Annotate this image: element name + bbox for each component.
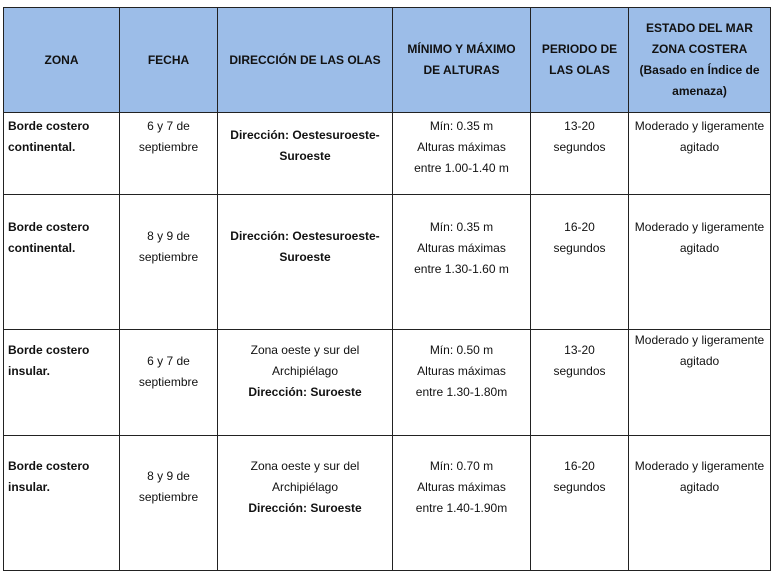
cell-alturas	[393, 113, 531, 195]
direccion-line: Archipiélago	[271, 480, 339, 494]
fecha-line: 6 y 7 de	[147, 354, 190, 368]
fecha-line: 8 y 9 de	[147, 469, 190, 483]
header-estado-line: (Basado en Índice de	[639, 63, 760, 77]
header-alturas-line: DE ALTURAS	[423, 63, 500, 77]
cell-zona	[4, 113, 120, 195]
cell-alturas	[393, 330, 531, 436]
table-row	[4, 436, 771, 571]
header-estado-line: ZONA COSTERA	[651, 42, 748, 56]
cell-direccion	[218, 330, 393, 436]
header-alturas-line: MÍNIMO Y MÁXIMO	[407, 42, 516, 56]
alturas-max-range: entre 1.40-1.90m	[415, 501, 508, 515]
periodo-value: 16-20	[564, 220, 595, 234]
header-periodo	[531, 8, 629, 113]
direccion-line: Zona oeste y sur del	[250, 459, 360, 473]
periodo-value: 13-20	[564, 343, 595, 357]
cell-estado	[629, 195, 771, 330]
fecha-line: septiembre	[138, 250, 199, 264]
cell-fecha	[120, 330, 218, 436]
cell-zona	[4, 330, 120, 436]
estado-line: Moderado y ligeramente	[634, 220, 765, 234]
cell-alturas	[393, 436, 531, 571]
periodo-unit: segundos	[553, 241, 606, 255]
alturas-max-label: Alturas máximas	[417, 241, 506, 255]
zona-line: insular.	[8, 480, 51, 494]
periodo-unit: segundos	[553, 480, 606, 494]
cell-direccion	[218, 113, 393, 195]
cell-estado	[629, 330, 771, 436]
alturas-max-label: Alturas máximas	[417, 480, 506, 494]
header-row	[4, 8, 771, 113]
zona-line: Borde costero	[8, 343, 90, 357]
zona-line: Borde costero	[8, 459, 90, 473]
cell-fecha	[120, 436, 218, 571]
estado-line: Moderado y ligeramente	[634, 333, 765, 347]
header-periodo-line: PERIODO DE	[541, 42, 618, 56]
fecha-line: 8 y 9 de	[147, 229, 190, 243]
header-periodo-line: LAS OLAS	[549, 63, 610, 77]
fecha-line: septiembre	[138, 490, 199, 504]
alturas-min: Mín: 0.35 m	[429, 119, 494, 133]
cell-estado	[629, 113, 771, 195]
header-direccion: DIRECCIÓN DE LAS OLAS	[218, 8, 393, 113]
cell-direccion	[218, 436, 393, 571]
header-estado-line: ESTADO DEL MAR	[646, 21, 753, 35]
direccion-line: Zona oeste y sur del	[250, 343, 360, 357]
alturas-max-label: Alturas máximas	[417, 140, 506, 154]
periodo-value: 13-20	[564, 119, 595, 133]
wave-forecast-table	[3, 7, 771, 571]
direccion-line: Archipiélago	[271, 364, 339, 378]
estado-line: Moderado y ligeramente	[634, 119, 765, 133]
direccion-line: Dirección: Oestesuroeste-	[230, 128, 380, 142]
estado-line: Moderado y ligeramente	[634, 459, 765, 473]
alturas-max-range: entre 1.30-1.60 m	[414, 262, 509, 276]
cell-periodo	[531, 195, 629, 330]
fecha-line: 6 y 7 de	[147, 119, 190, 133]
cell-direccion	[218, 195, 393, 330]
periodo-unit: segundos	[553, 364, 606, 378]
cell-periodo	[531, 330, 629, 436]
cell-fecha	[120, 195, 218, 330]
header-alturas	[393, 8, 531, 113]
direccion-line: Dirección: Suroeste	[248, 501, 362, 515]
alturas-min: Mín: 0.35 m	[429, 220, 494, 234]
estado-line: agitado	[679, 480, 720, 494]
header-zona: ZONA	[4, 8, 120, 113]
alturas-min: Mín: 0.70 m	[429, 459, 494, 473]
cell-zona	[4, 436, 120, 571]
estado-line: agitado	[679, 354, 720, 368]
direccion-line: Suroeste	[279, 250, 331, 264]
cell-estado	[629, 436, 771, 571]
alturas-min: Mín: 0.50 m	[429, 343, 494, 357]
direccion-line: Dirección: Suroeste	[248, 385, 362, 399]
cell-periodo	[531, 436, 629, 571]
alturas-max-label: Alturas máximas	[417, 364, 506, 378]
table-row	[4, 113, 771, 195]
table-row	[4, 195, 771, 330]
zona-line: continental.	[8, 140, 76, 154]
alturas-max-range: entre 1.30-1.80m	[415, 385, 508, 399]
estado-line: agitado	[679, 241, 720, 255]
estado-line: agitado	[679, 140, 720, 154]
zona-line: Borde costero	[8, 220, 90, 234]
table-row	[4, 330, 771, 436]
cell-alturas	[393, 195, 531, 330]
cell-periodo	[531, 113, 629, 195]
periodo-value: 16-20	[564, 459, 595, 473]
zona-line: continental.	[8, 241, 76, 255]
cell-zona	[4, 195, 120, 330]
direccion-line: Suroeste	[279, 149, 331, 163]
header-fecha: FECHA	[120, 8, 218, 113]
zona-line: insular.	[8, 364, 51, 378]
header-estado-line: amenaza)	[672, 84, 727, 98]
direccion-line: Dirección: Oestesuroeste-	[230, 229, 380, 243]
cell-fecha	[120, 113, 218, 195]
zona-line: Borde costero	[8, 119, 90, 133]
fecha-line: septiembre	[138, 375, 199, 389]
header-estado	[629, 8, 771, 113]
periodo-unit: segundos	[553, 140, 606, 154]
alturas-max-range: entre 1.00-1.40 m	[414, 161, 509, 175]
fecha-line: septiembre	[138, 140, 199, 154]
